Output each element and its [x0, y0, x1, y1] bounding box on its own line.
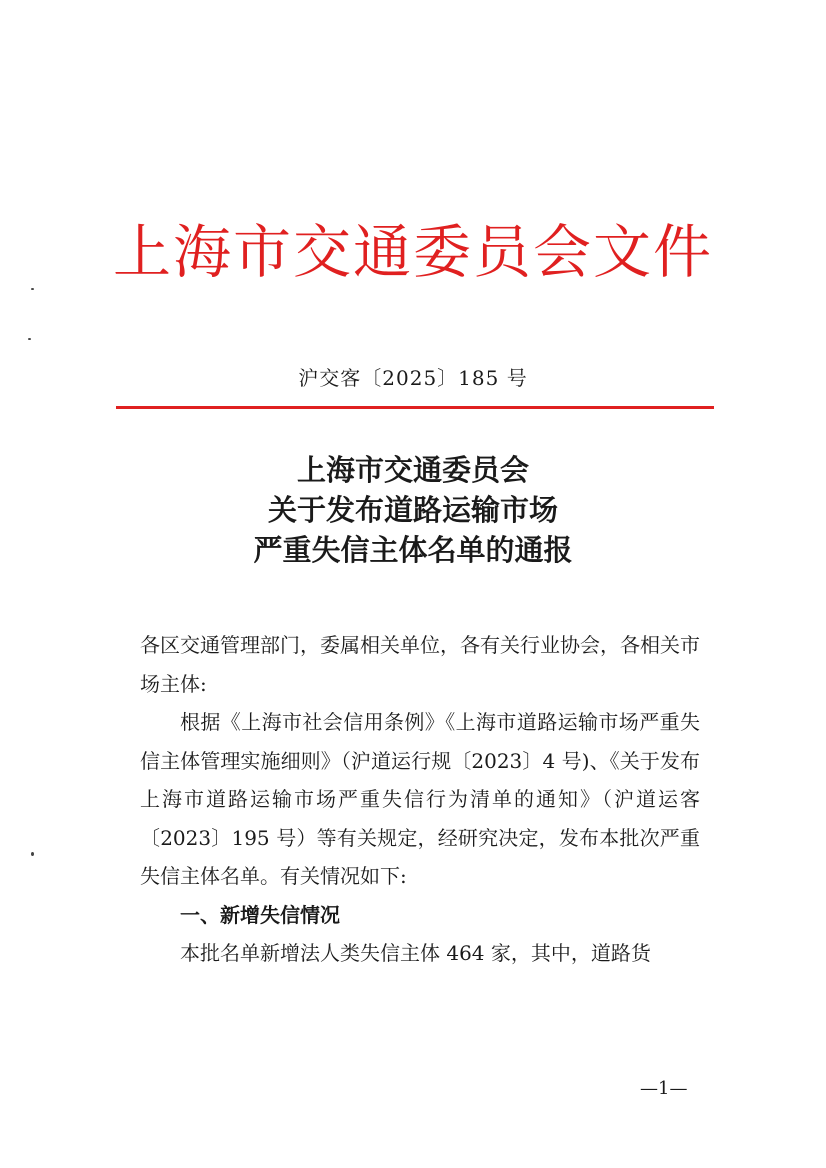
- document-number: 沪交客〔2025〕185 号: [298, 366, 528, 390]
- title-line-3: 严重失信主体名单的通报: [253, 533, 573, 567]
- masthead-title: 上海市交通委员会文件: [112, 218, 713, 286]
- body-paragraph: 根据《上海市社会信用条例》《上海市道路运输市场严重失信主体管理实施细则》（沪道运行规〔2023〕4 号)、《关于发布上海市道路运输市场严重失信行为清单的通知》（沪道运客〔2023〕195 号）等有关规定，经研究决定，发布本批次严重失信主体名单。有关情况如下:: [140, 710, 700, 888]
- salutation: 各区交通管理部门，委属相关单位，各有关行业协会，各相关市场主体:: [140, 633, 700, 696]
- title-line-1: 上海市交通委员会: [296, 453, 529, 487]
- page-number: —1—: [640, 1078, 688, 1099]
- document-body: [140, 626, 700, 973]
- scan-speck: [28, 338, 31, 340]
- section-heading: 一、新增失信情况: [180, 902, 340, 927]
- body-paragraph: 本批名单新增法人类失信主体 464 家，其中，道路货: [180, 941, 651, 965]
- red-separator-rule: [116, 406, 714, 409]
- scan-speck: [31, 288, 34, 290]
- scan-speck: [31, 852, 34, 856]
- document-title: [100, 450, 726, 570]
- title-line-2: 关于发布道路运输市场: [267, 493, 558, 527]
